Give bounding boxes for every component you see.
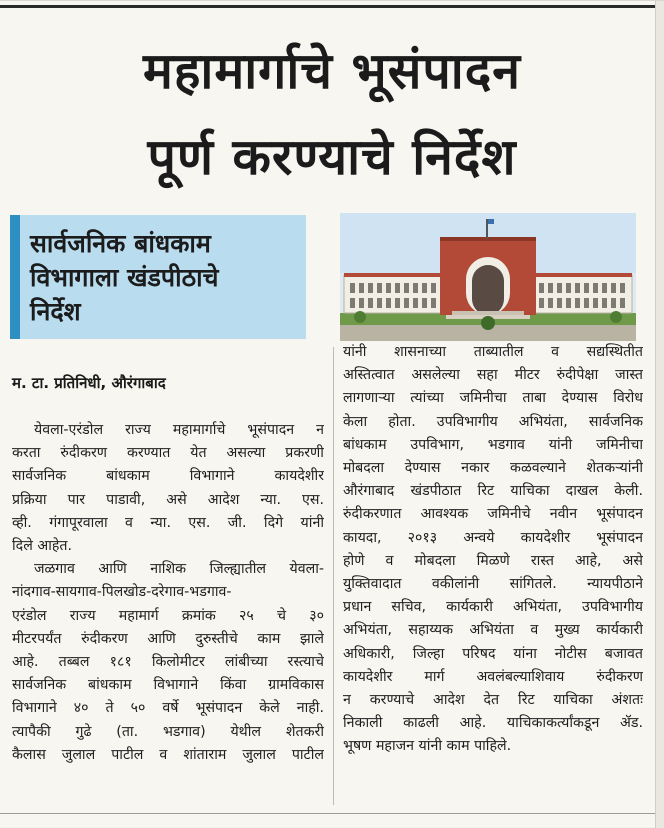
article-line: येवला-एरंडोल राज्य महामार्गाचे भूसंपादन न	[34, 422, 324, 438]
article-line: बांधकाम उपविभाग, भडगाव यांनी जमिनीचा	[343, 436, 643, 453]
bottom-rule	[0, 813, 664, 814]
article-column-right	[343, 341, 643, 759]
article-line: विभागाने ४० ते ५० वर्षे भूसंपादन केले नाही.	[12, 700, 324, 717]
article-line: अधिकारी, जिल्हा परिषद यांना नोटीस बजावत	[343, 645, 643, 662]
column-divider	[333, 347, 334, 805]
article-line: रुंदीकरणात आवश्यक जमिनीचे नवीन भूसंपादन	[343, 506, 643, 523]
subheadline	[30, 227, 300, 329]
court-building-photo	[340, 213, 636, 341]
article-line: सार्वजनिक बांधकाम विभागाने कायदेशीर	[12, 468, 324, 485]
article-line: सार्वजनिक बांधकाम विभागाने किंवा ग्रामविकास	[12, 677, 324, 694]
court-building-illustration	[340, 213, 636, 341]
article-column-left	[12, 419, 324, 767]
article-line: प्रधान सचिव, कार्यकारी अभियंता, उपविभागीय	[343, 599, 643, 616]
article-line: दिले आहेत.	[12, 538, 72, 555]
article-line: होणे व मोबदला मिळणे रास्त आहे, असे	[343, 552, 643, 569]
article-line: त्यापैकी गुढे (ता. भडगाव) येथील शेतकरी	[12, 723, 324, 740]
article-line: कायदा, २०१३ अन्वये कायदेशीर भूसंपादन	[343, 529, 643, 546]
article-line: न करण्याचे आदेश देत रिट याचिका अंशतः	[343, 692, 643, 709]
article-line: युक्तिवादात वकीलांनी सांगितले. न्यायपीठाने	[343, 576, 643, 593]
article-line: करता रुंदीकरण करण्यात येत असल्या प्रकरणी	[12, 445, 324, 462]
article-line: प्रक्रिया पार पाडावी, असे आदेश न्या. एस.	[12, 491, 324, 508]
article-line: औरंगाबाद खंडपीठात रिट याचिका दाखल केली.	[343, 483, 643, 500]
article-line: आहे. तब्बल १८१ किलोमीटर लांबीच्या रस्त्याचे	[12, 654, 324, 671]
byline: म. टा. प्रतिनिधी, औरंगाबाद	[12, 374, 166, 392]
subheadline-line: निर्देश	[30, 297, 81, 326]
subheadline-line: विभागाला खंडपीठाचे	[30, 263, 219, 292]
subheadline-line: सार्वजनिक बांधकाम	[30, 229, 211, 258]
article-line: निकाली काढली आहे. याचिकाकर्त्यांकडून ॲड.	[343, 715, 643, 732]
article-line: एरंडोल राज्य महामार्ग क्रमांक २५ चे ३०	[12, 607, 324, 624]
article-line: अभियंता, सहाय्यक अभियंता व मुख्य कार्यकारी	[343, 622, 643, 639]
article-line: व्ही. गंगापूरवाला व न्या. एस. जी. दिगे यांनी	[12, 514, 324, 531]
article-line: जळगाव आणि नाशिक जिल्ह्यातील येवला-	[34, 561, 324, 578]
article-line: कायदेशीर मार्ग अवलंबल्याशिवाय रुंदीकरण	[343, 668, 643, 685]
article-line: भूषण महाजन यांनी काम पाहिले.	[343, 738, 512, 755]
top-rule	[0, 5, 664, 8]
article-line: मोबदला देण्यास नकार कळवल्याने शेतकऱ्यांनी	[343, 460, 643, 477]
headline-line-2: पूर्ण करण्याचे निर्देश	[147, 128, 517, 186]
article-line: लागणाऱ्या त्यांच्या जमिनीचा ताबा देण्यास विरोध	[343, 390, 643, 407]
page-edge	[655, 1, 664, 828]
article-line: मीटरपर्यंत रुंदीकरण आणि दुरुस्तीचे काम झाले	[12, 630, 324, 647]
article-line: यांनी शासनाच्या ताब्यातील व सद्यस्थितीत	[343, 344, 643, 360]
article-line: केला होता. उपविभागीय अभियंता, सार्वजनिक	[343, 413, 643, 430]
article-line: अस्तित्वात असलेल्या सहा मीटर रुंदीपेक्षा जास्त	[343, 367, 643, 384]
article-line: नांदगाव-सायगाव-पिलखोड-दरेगाव-भडगाव-	[12, 584, 232, 601]
article-line: कैलास जुलाल पाटील व शांताराम जुलाल पाटील	[12, 746, 324, 763]
headline-line-1: महामार्गाचे भूसंपादन	[142, 42, 522, 100]
